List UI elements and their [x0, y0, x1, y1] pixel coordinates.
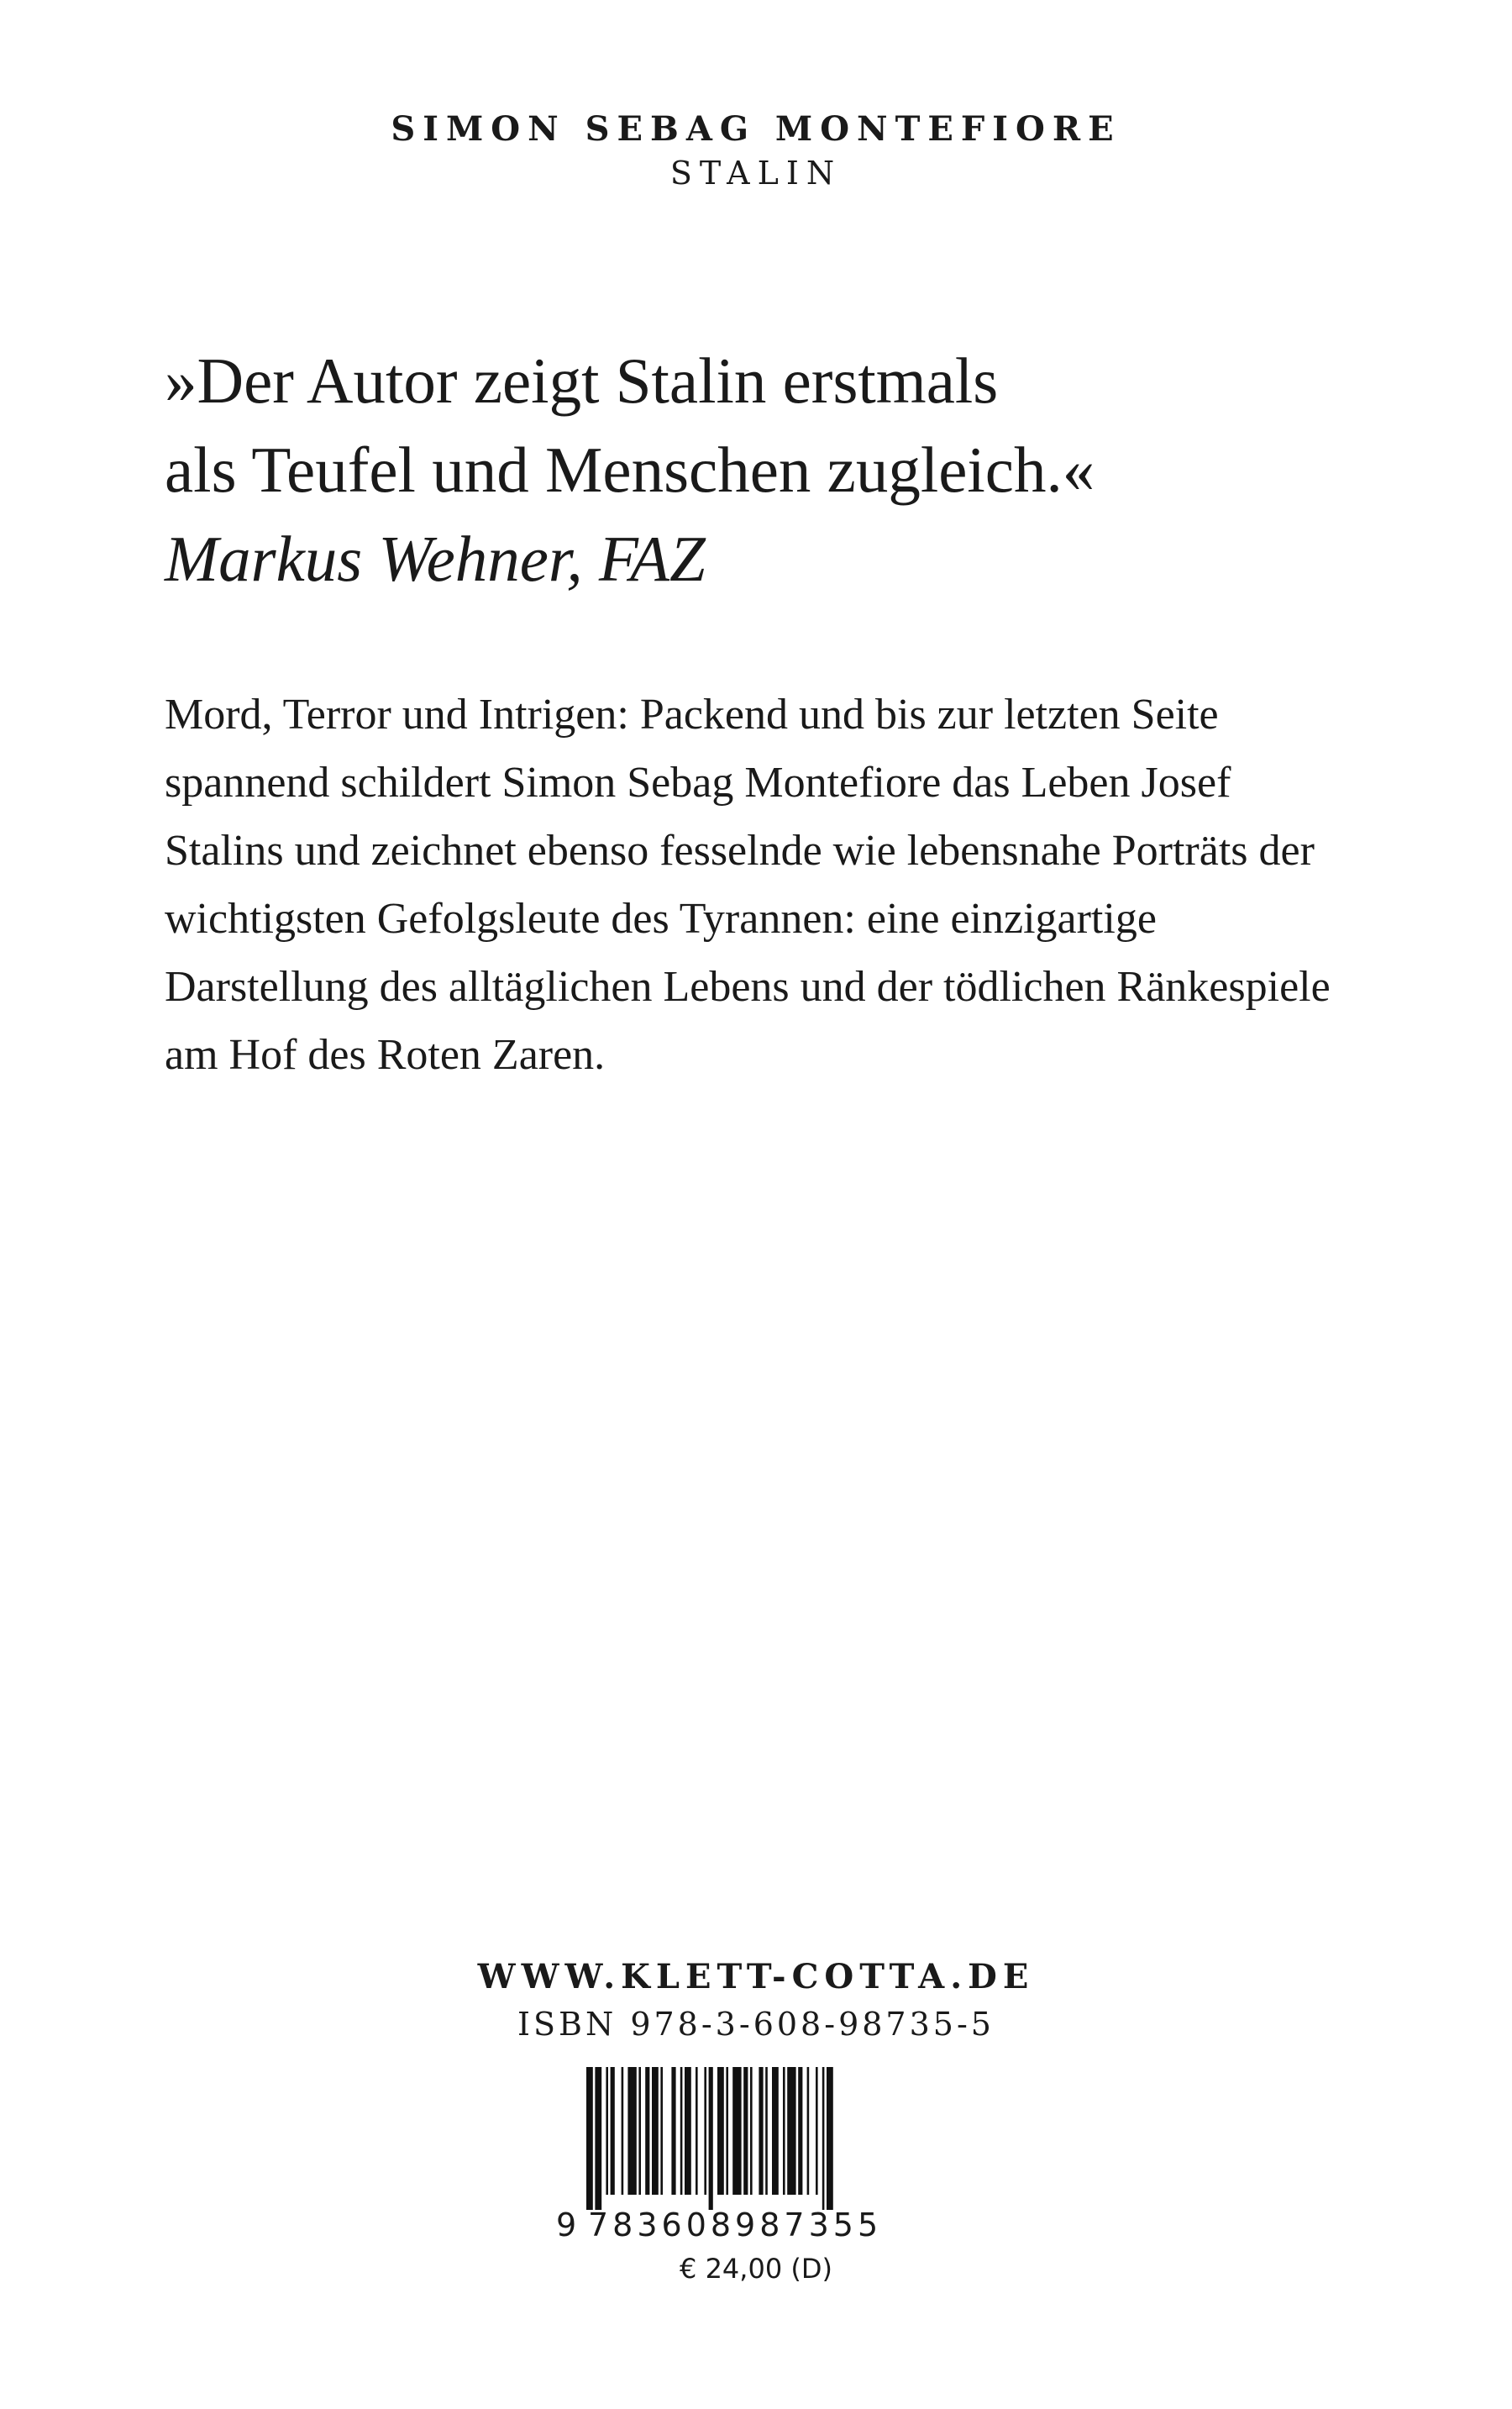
barcode-bar	[807, 2067, 810, 2195]
barcode-bar	[787, 2067, 795, 2195]
barcode-bar	[822, 2067, 825, 2210]
barcode-bar	[816, 2067, 818, 2195]
barcode-first-digit: 9	[556, 2206, 581, 2243]
book-title: STALIN	[669, 155, 843, 192]
barcode-bar	[622, 2067, 624, 2195]
barcode-bar	[717, 2067, 724, 2195]
barcode-bar	[696, 2067, 698, 2195]
barcode-bar	[732, 2067, 741, 2195]
quote-attribution: Markus Wehner, FAZ	[165, 523, 706, 595]
review-quote	[165, 336, 1383, 603]
publisher-website: WWW.KLETT-COTTA.DE	[477, 1957, 1035, 1996]
barcode-bar	[709, 2067, 713, 2210]
barcode-bar	[586, 2067, 593, 2210]
price-label: € 24,00 (D)	[680, 2253, 832, 2285]
barcode-bar	[827, 2067, 833, 2210]
barcode-bar	[645, 2067, 649, 2195]
barcode-remaining-digits: 783608987355	[588, 2206, 883, 2243]
barcode-bar	[652, 2067, 659, 2195]
barcode-bars-icon	[554, 2067, 932, 2210]
barcode-bar	[743, 2067, 748, 2195]
barcode-bar	[704, 2067, 706, 2195]
barcode	[554, 2067, 932, 2243]
barcode-bar	[606, 2067, 608, 2195]
quote-line-2: als Teufel und Menschen zugleich.«	[165, 434, 1095, 506]
barcode-bar	[595, 2067, 601, 2210]
barcode-bar	[638, 2067, 641, 2195]
barcode-bar	[680, 2067, 683, 2195]
author-name: SIMON SEBAG MONTEFIORE	[391, 109, 1121, 149]
barcode-bar	[685, 2067, 691, 2195]
barcode-bar	[627, 2067, 636, 2195]
cover-header	[0, 108, 1512, 195]
barcode-bar	[765, 2067, 768, 2195]
book-description: Mord, Terror und Intrigen: Packend und bis zur letzten Seite spannend schildert Simon Sebag Montefiore das Leben Josef Stalins und zeichnet ebenso fesselnde wie lebensnahe Porträts der wichtigsten Gefolgsleute des Tyrannen: eine einzigartige Darstellung des alltäglichen Lebens und der tödlichen Ränkespiele am Hof des Roten Zaren.	[165, 691, 1331, 1079]
barcode-bar	[671, 2067, 675, 2195]
barcode-bar	[750, 2067, 753, 2195]
quote-line-1: »Der Autor zeigt Stalin erstmals	[165, 345, 999, 417]
barcode-bar	[772, 2067, 779, 2195]
isbn-number: ISBN 978-3-608-98735-5	[517, 2006, 995, 2043]
barcode-bar	[611, 2067, 615, 2195]
publisher-footer	[0, 1954, 1512, 2048]
barcode-bar	[726, 2067, 728, 2195]
barcode-bar	[660, 2067, 663, 2195]
barcode-bar	[798, 2067, 802, 2195]
barcode-bar	[759, 2067, 763, 2195]
barcode-bar	[783, 2067, 785, 2195]
